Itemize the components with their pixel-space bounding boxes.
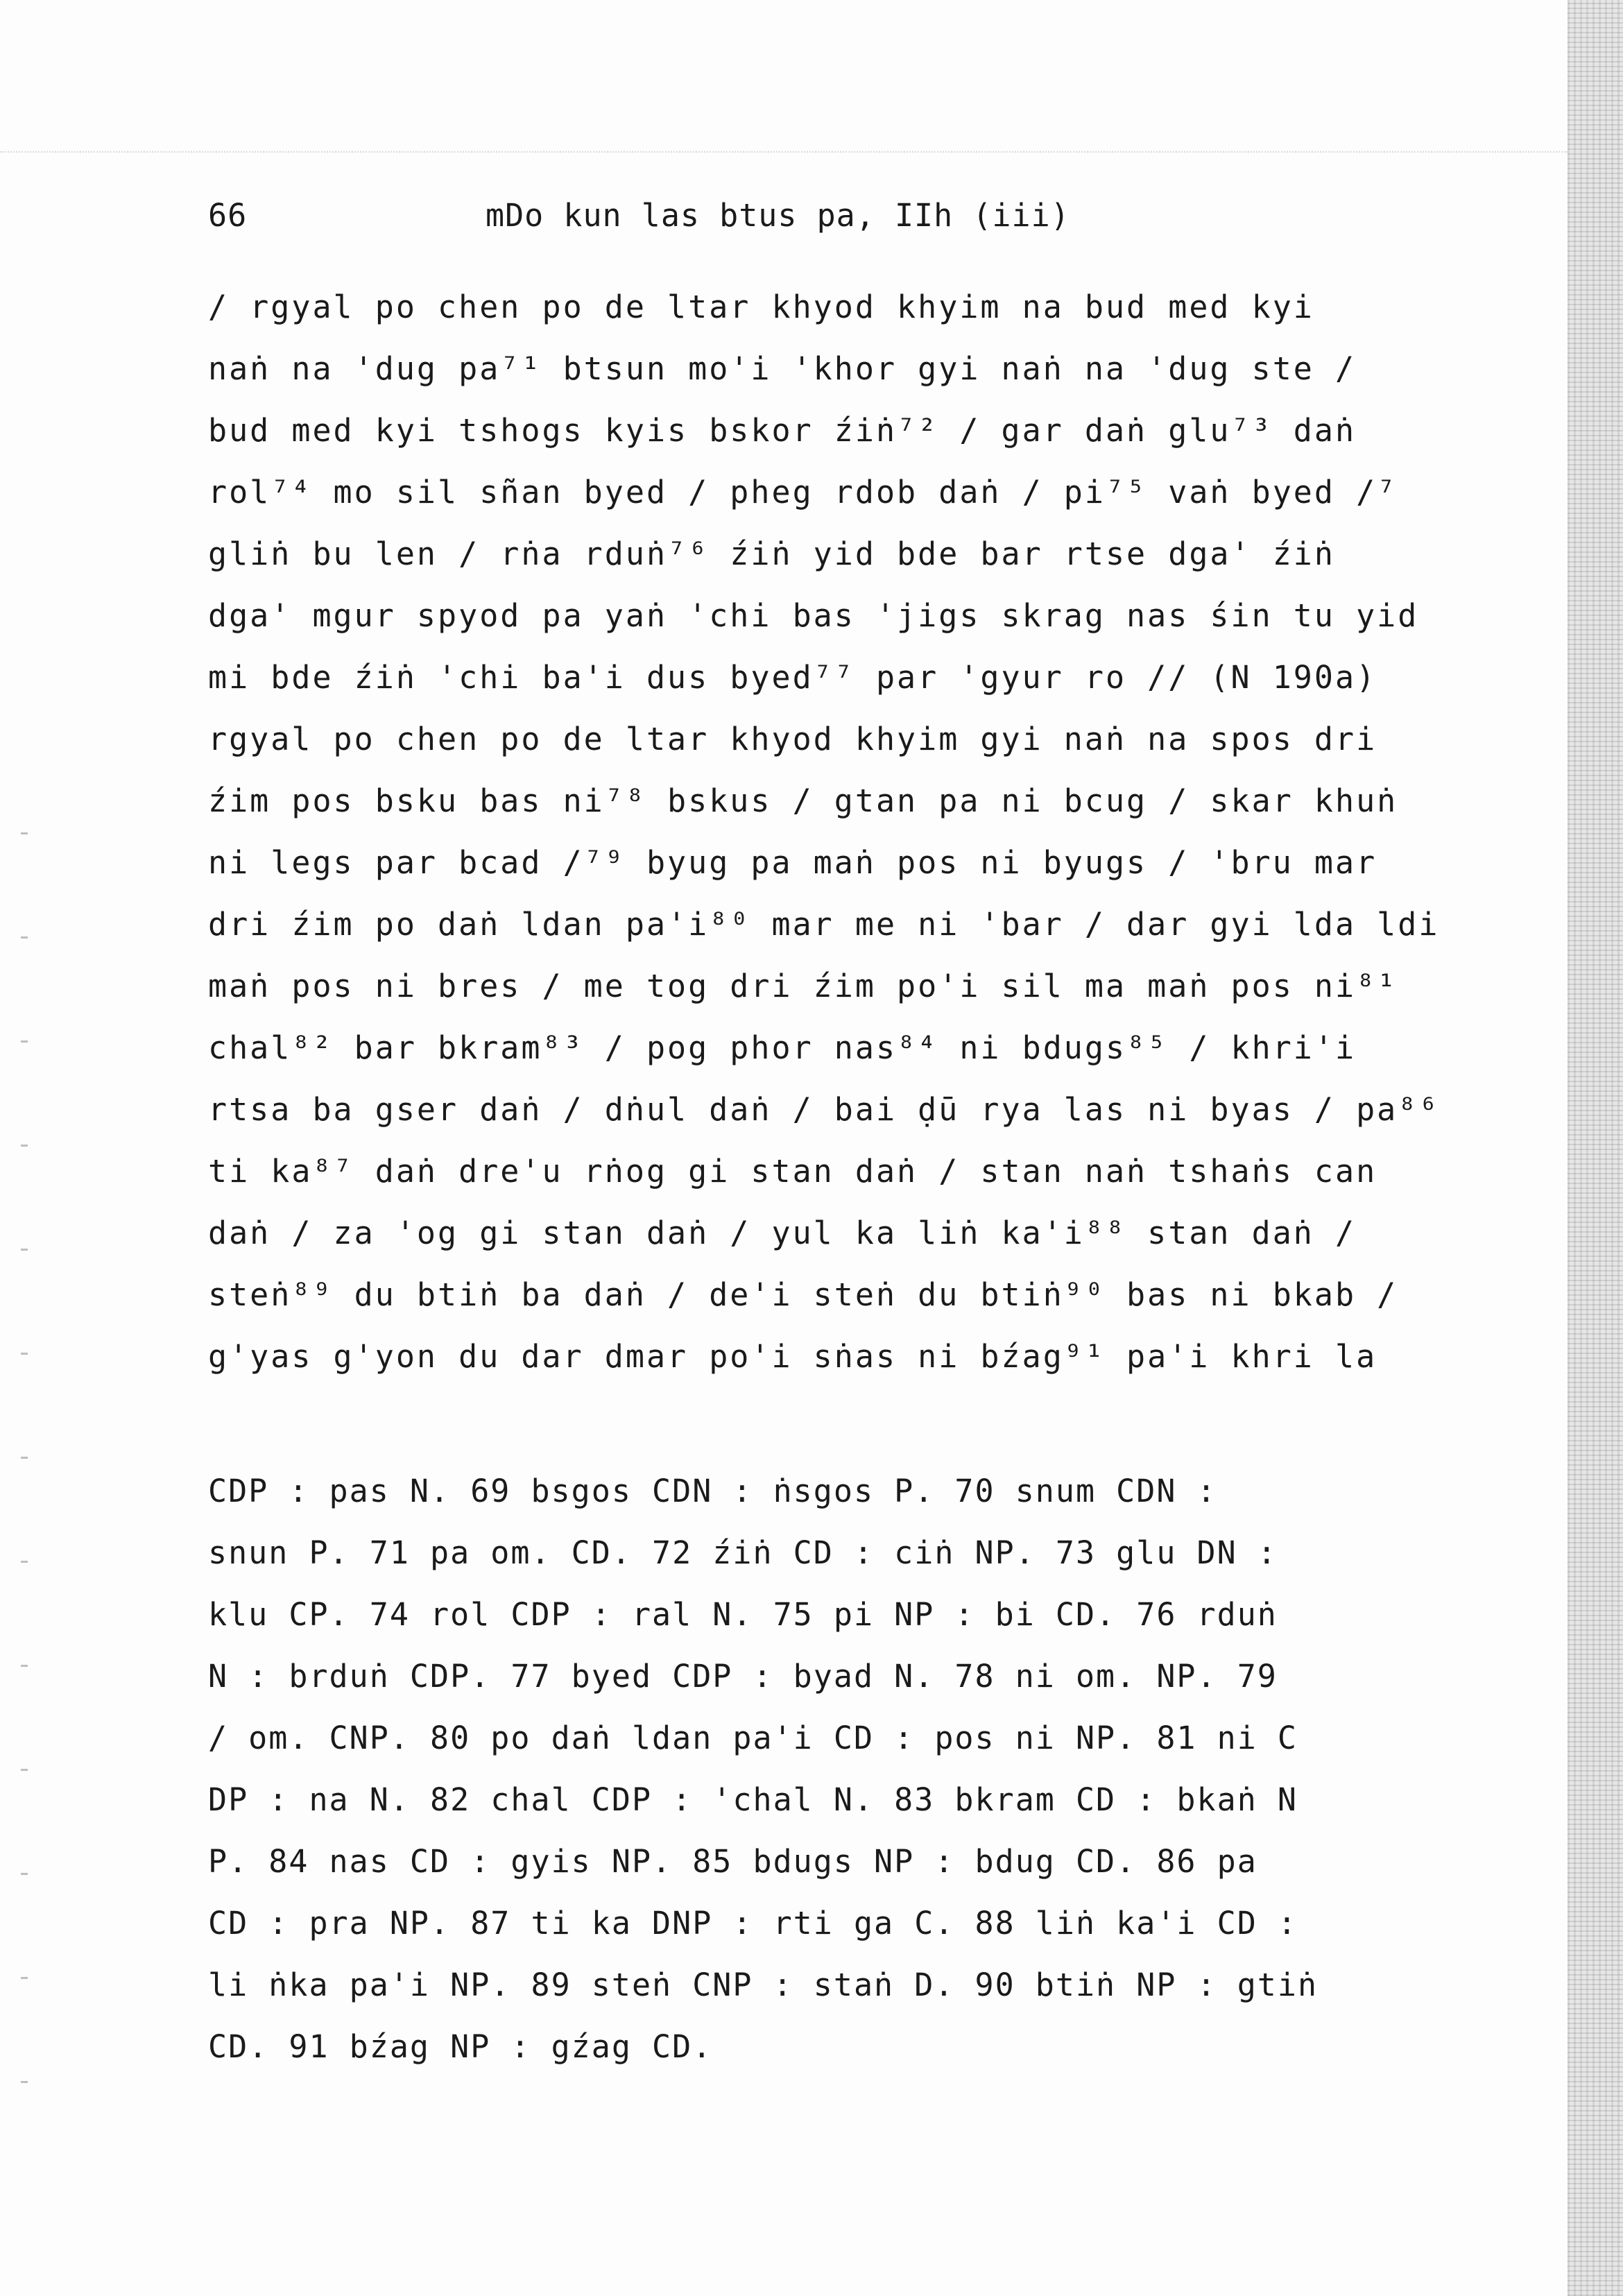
- note-line: klu CP. 74 rol CDP : ral N. 75 pi NP : bi CD. 76 rduṅ: [208, 1596, 1278, 1633]
- note-line: CD : pra NP. 87 ti ka DNP : rti ga C. 88 liṅ ka'i CD :: [208, 1905, 1298, 1942]
- text-line: maṅ pos ni bres / me tog dri źim po'i sil ma maṅ pos ni⁸¹: [208, 968, 1398, 1004]
- text-line: steṅ⁸⁹ du btiṅ ba daṅ / de'i steṅ du btiṅ⁹⁰ bas ni bkab /: [208, 1276, 1398, 1313]
- text-line: źim pos bsku bas ni⁷⁸ bskus / gtan pa ni bcug / skar khuṅ: [208, 782, 1398, 819]
- text-line: daṅ / za 'og gi stan daṅ / yul ka liṅ ka'i⁸⁸ stan daṅ /: [208, 1215, 1357, 1251]
- page-header: [208, 197, 1498, 252]
- text-line: dri źim po daṅ ldan pa'i⁸⁰ mar me ni 'bar / dar gyi lda ldi: [208, 906, 1440, 943]
- note-line: CDP : pas N. 69 bsgos CDN : ṅsgos P. 70 snum CDN :: [208, 1473, 1217, 1509]
- note-line: N : brduṅ CDP. 77 byed CDP : byad N. 78 ni om. NP. 79: [208, 1658, 1278, 1695]
- text-line: dga' mgur spyod pa yaṅ 'chi bas 'jigs skrag nas śin tu yid: [208, 597, 1419, 634]
- running-title: mDo kun las btus pa, IIh (iii): [486, 197, 1070, 234]
- text-line: rgyal po chen po de ltar khyod khyim gyi naṅ na spos dri: [208, 721, 1377, 757]
- note-line: snun P. 71 pa om. CD. 72 źiṅ CD : ciṅ NP. 73 glu DN :: [208, 1534, 1278, 1571]
- note-line: DP : na N. 82 chal CDP : 'chal N. 83 bkram CD : bkaṅ N: [208, 1781, 1298, 1818]
- text-line: mi bde źiṅ 'chi ba'i dus byed⁷⁷ par 'gyur ro // (N 190a): [208, 659, 1377, 696]
- note-line: CD. 91 bźag NP : gźag CD.: [208, 2028, 713, 2065]
- text-line: ti ka⁸⁷ daṅ dre'u rṅog gi stan daṅ / stan naṅ tshaṅs can: [208, 1153, 1377, 1190]
- text-line: / rgyal po chen po de ltar khyod khyim na bud med kyi: [208, 289, 1314, 325]
- critical-apparatus-notes: [208, 1460, 1526, 2077]
- text-line: rtsa ba gser daṅ / dṅul daṅ / bai ḍū rya las ni byas / pa⁸⁶: [208, 1091, 1440, 1128]
- note-line: li ṅka pa'i NP. 89 steṅ CNP : staṅ D. 90 btiṅ NP : gtiṅ: [208, 1967, 1319, 2003]
- main-text: [208, 276, 1526, 1387]
- page-number: 66: [208, 197, 248, 234]
- text-line: chal⁸² bar bkram⁸³ / pog phor nas⁸⁴ ni bdugs⁸⁵ / khri'i: [208, 1029, 1357, 1066]
- text-line: rol⁷⁴ mo sil sñan byed / pheg rdob daṅ / pi⁷⁵ vaṅ byed /⁷: [208, 474, 1398, 511]
- text-line: bud med kyi tshogs kyis bskor źiṅ⁷² / gar daṅ glu⁷³ daṅ: [208, 412, 1357, 449]
- scan-margin-marks: [21, 832, 28, 2150]
- note-line: / om. CNP. 80 po daṅ ldan pa'i CD : pos ni NP. 81 ni C: [208, 1720, 1298, 1756]
- scan-artifact-line: [0, 151, 1568, 153]
- note-line: P. 84 nas CD : gyis NP. 85 bdugs NP : bdug CD. 86 pa: [208, 1843, 1257, 1880]
- text-line: g'yas g'yon du dar dmar po'i sṅas ni bźag⁹¹ pa'i khri la: [208, 1338, 1377, 1375]
- text-line: naṅ na 'dug pa⁷¹ btsun mo'i 'khor gyi naṅ na 'dug ste /: [208, 350, 1357, 387]
- text-line: ni legs par bcad /⁷⁹ byug pa maṅ pos ni byugs / 'bru mar: [208, 844, 1377, 881]
- text-line: gliṅ bu len / rṅa rduṅ⁷⁶ źiṅ yid bde bar rtse dga' źiṅ: [208, 536, 1335, 572]
- scan-edge-strip: [1568, 0, 1623, 2296]
